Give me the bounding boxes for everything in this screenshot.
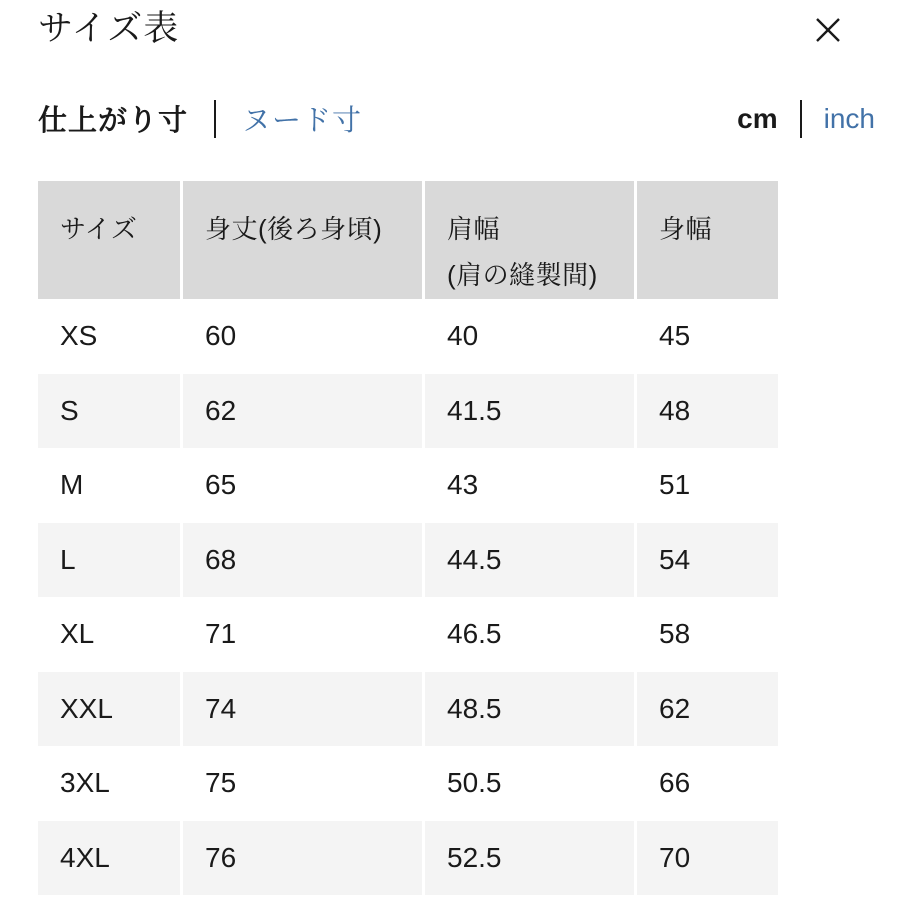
- size-table-body: [38, 299, 778, 895]
- size-cell: XS: [38, 299, 180, 374]
- close-button[interactable]: [808, 10, 848, 50]
- value-cell: 68: [180, 523, 422, 598]
- value-cell: 43: [422, 448, 634, 523]
- size-cell: XL: [38, 597, 180, 672]
- value-cell: 50.5: [422, 746, 634, 821]
- value-cell: 52.5: [422, 821, 634, 896]
- table-row: [38, 523, 778, 598]
- column-header-label: 身丈(後ろ身頃): [205, 214, 383, 244]
- size-table-header: [38, 181, 778, 299]
- value-cell: 48.5: [422, 672, 634, 747]
- value-cell: 58: [634, 597, 778, 672]
- unit-toggle-cm[interactable]: cm: [737, 102, 778, 134]
- column-header-size: [38, 181, 180, 299]
- value-cell: 62: [634, 672, 778, 747]
- size-cell: XXL: [38, 672, 180, 747]
- value-cell: 46.5: [422, 597, 634, 672]
- value-cell: 62: [180, 374, 422, 449]
- unit-toggle-inch[interactable]: inch: [823, 102, 875, 134]
- column-header-body-length: [180, 181, 422, 299]
- value-cell: 40: [422, 299, 634, 374]
- value-cell: 74: [180, 672, 422, 747]
- measure-toggle: [38, 98, 362, 139]
- size-cell: M: [38, 448, 180, 523]
- size-cell: L: [38, 523, 180, 598]
- unit-toggle: [737, 100, 875, 138]
- measure-toggle-nude[interactable]: ヌード寸: [242, 105, 363, 137]
- toggle-separator: [800, 100, 802, 138]
- table-row: [38, 374, 778, 449]
- value-cell: 41.5: [422, 374, 634, 449]
- column-header-label: 肩幅: [447, 214, 501, 244]
- size-cell: 4XL: [38, 821, 180, 896]
- measure-toggle-finished[interactable]: 仕上がり寸: [38, 105, 189, 137]
- value-cell: 60: [180, 299, 422, 374]
- column-header-body-width: [634, 181, 778, 299]
- column-header-label: 身幅: [659, 214, 713, 244]
- size-table: [38, 181, 778, 895]
- table-row: [38, 746, 778, 821]
- toggle-controls: [38, 98, 875, 139]
- value-cell: 44.5: [422, 523, 634, 598]
- close-icon: [812, 14, 844, 46]
- column-header-label: サイズ: [60, 214, 138, 244]
- table-row: [38, 821, 778, 896]
- value-cell: 70: [634, 821, 778, 896]
- size-cell: 3XL: [38, 746, 180, 821]
- value-cell: 65: [180, 448, 422, 523]
- value-cell: 75: [180, 746, 422, 821]
- table-row: [38, 299, 778, 374]
- table-row: [38, 672, 778, 747]
- value-cell: 45: [634, 299, 778, 374]
- table-row: [38, 448, 778, 523]
- value-cell: 66: [634, 746, 778, 821]
- value-cell: 54: [634, 523, 778, 598]
- column-header-shoulder-width: [422, 181, 634, 299]
- value-cell: 51: [634, 448, 778, 523]
- column-header-sublabel: (肩の縫製間): [447, 259, 598, 290]
- toggle-separator: [214, 100, 216, 138]
- size-cell: S: [38, 374, 180, 449]
- value-cell: 71: [180, 597, 422, 672]
- dialog-header: [0, 0, 900, 50]
- value-cell: 48: [634, 374, 778, 449]
- page-title: サイズ表: [38, 9, 180, 48]
- header-row: [38, 181, 778, 299]
- value-cell: 76: [180, 821, 422, 896]
- table-row: [38, 597, 778, 672]
